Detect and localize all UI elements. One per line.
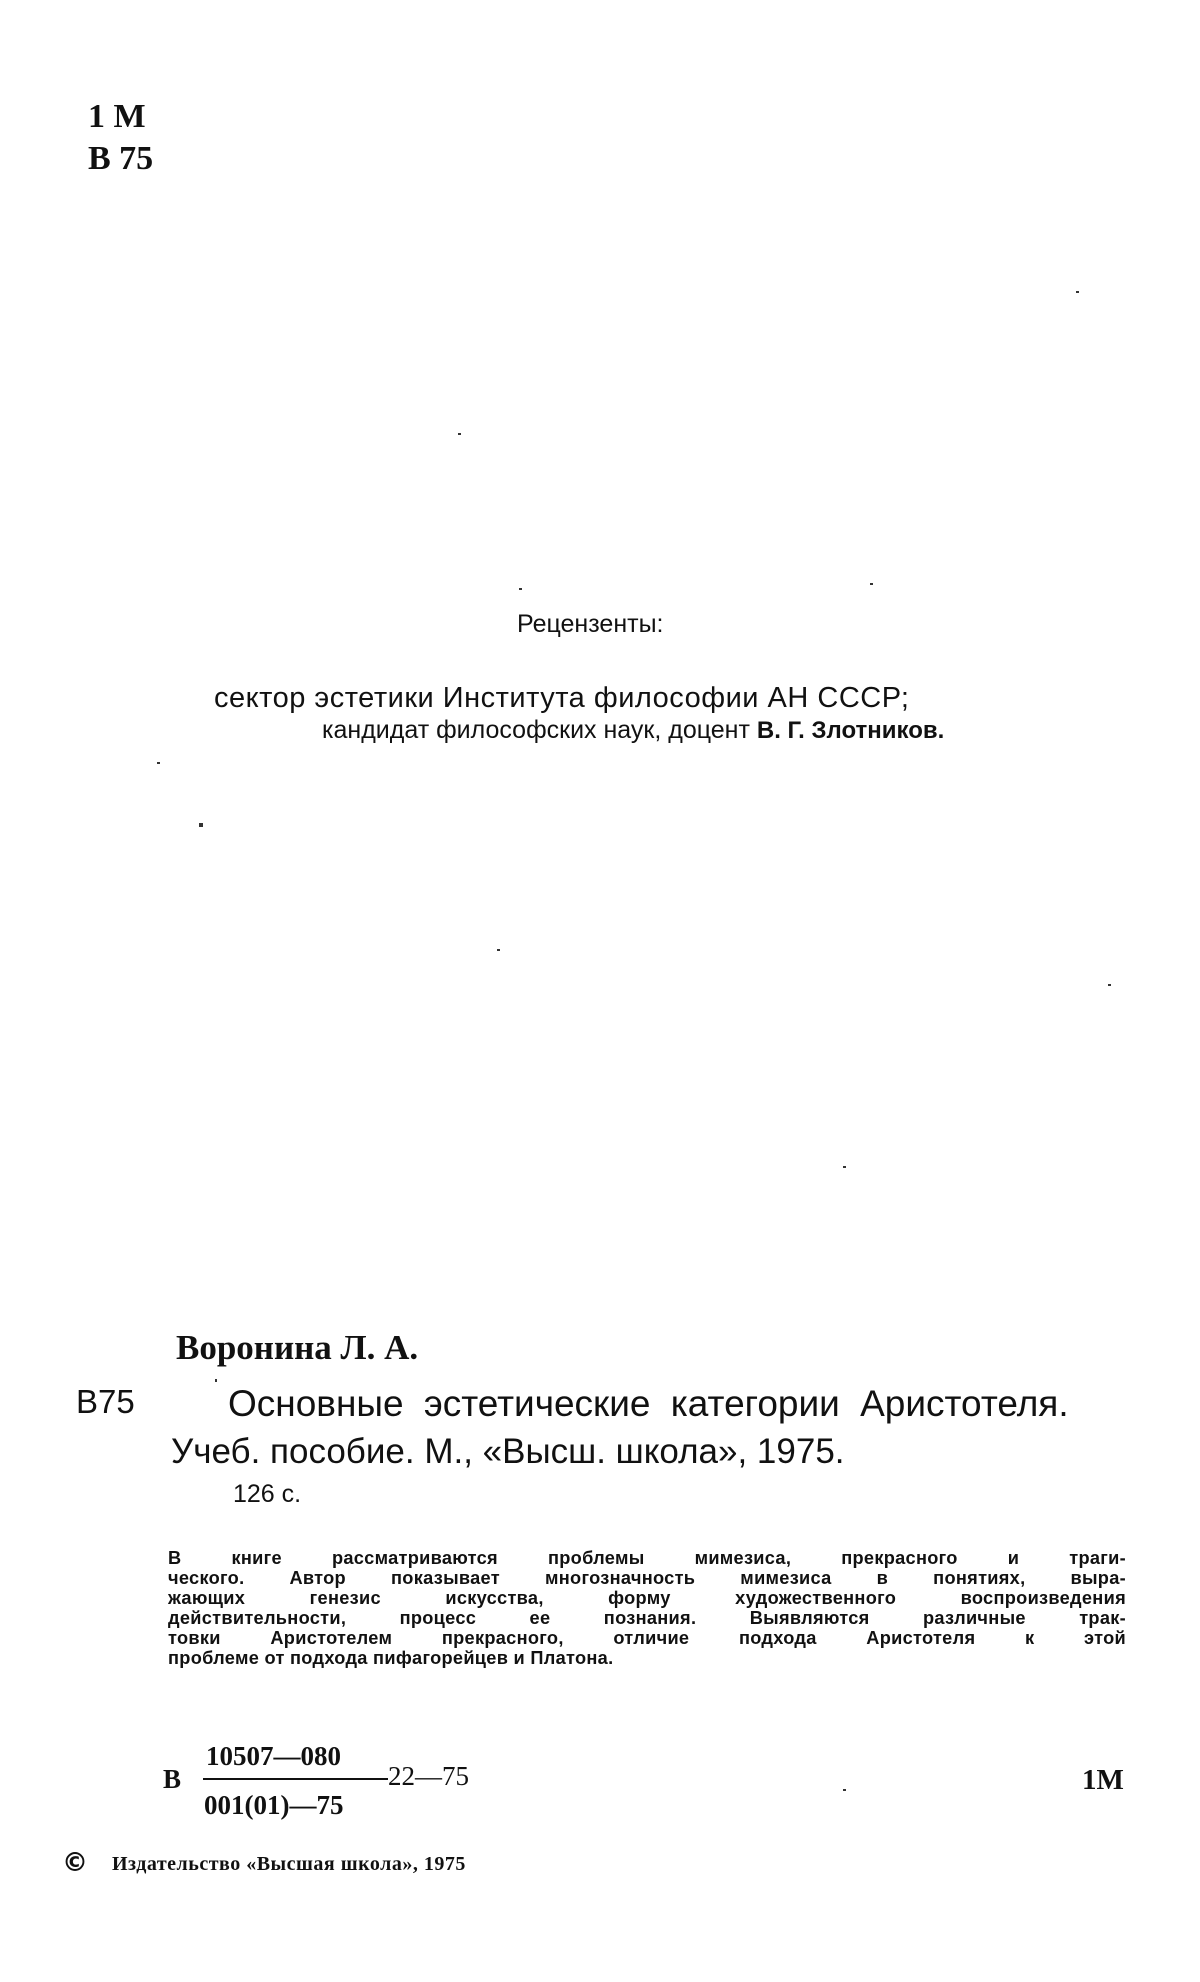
catalog-page-count: 126 с. [233,1480,302,1508]
scan-speck [1108,984,1111,986]
catalog-title-line-1: Основные эстетические категории Аристотеля. [228,1383,1069,1424]
scan-speck [199,823,203,827]
catalog-index: В75 [76,1383,135,1420]
classification-code-line-1: 1 М [88,98,146,135]
reviewer-title: кандидат философских наук, доцент [322,716,757,744]
scan-speck [215,1379,217,1382]
annotation-line: ческого. Автор показывает многозначность мимезиса в понятиях, выра- [168,1568,1126,1588]
reviewer-person [322,716,944,745]
scan-speck [519,588,522,590]
annotation-line: действительности, процесс ее познания. Выявляются различные трак- [168,1608,1126,1628]
annotation-line: жающих генезис искусства, форму художественного воспроизведения [168,1588,1126,1608]
publisher-index-letter: В [163,1764,182,1794]
scan-speck [497,949,500,951]
reviewer-institution: сектор эстетики Института философии АН СССР; [214,682,910,714]
publisher-index-suffix: 22—75 [388,1761,469,1791]
catalog-author: Воронина Л. А. [176,1328,419,1367]
copyright-text: Издательство «Высшая школа», 1975 [112,1853,466,1875]
catalog-annotation [168,1548,1126,1668]
annotation-line: товки Аристотелем прекрасного, отличие подхода Аристотеля к этой [168,1628,1126,1648]
scan-speck [843,1789,846,1791]
catalog-title-line-2: Учеб. пособие. М., «Высш. школа», 1975. [171,1432,845,1471]
publisher-index-right-code: 1М [1082,1764,1124,1796]
scan-speck [157,762,160,764]
reviewers-heading: Рецензенты: [517,610,664,638]
scan-speck [843,1166,846,1168]
publisher-index-denominator: 001(01)—75 [204,1790,344,1820]
annotation-line: В книге рассматриваются проблемы мимезиса, прекрасного и траги- [168,1548,1126,1568]
classification-code-line-2: В 75 [88,140,154,177]
annotation-line: проблеме от подхода пифагорейцев и Платона. [168,1648,614,1668]
publisher-index-fraction-bar [203,1778,388,1780]
publisher-index-numerator: 10507—080 [206,1741,341,1771]
scan-speck [870,583,873,585]
copyright-icon: © [62,1848,88,1878]
reviewer-name: В. Г. Злотников. [756,717,945,744]
scan-speck [1076,291,1079,293]
scan-speck [458,433,461,435]
